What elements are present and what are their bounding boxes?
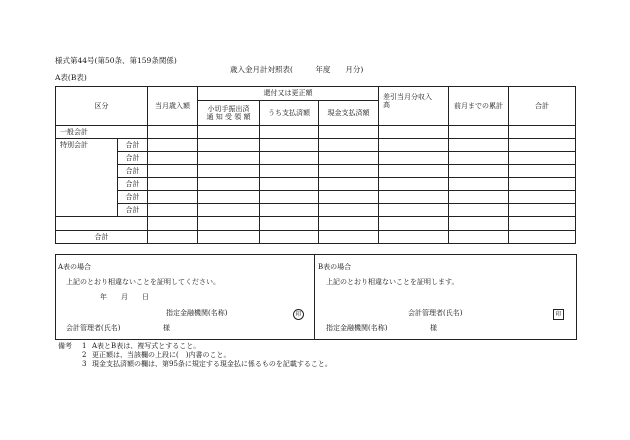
header-check-notice xyxy=(198,101,260,126)
seal-icon: 印 xyxy=(293,309,304,320)
note-text: A表とB表は、複写式とすること。 xyxy=(92,342,201,350)
cert-a-bank: 指定金融機関(名称) xyxy=(166,309,228,317)
row-subtotal-label: 合計 xyxy=(118,204,148,217)
cell xyxy=(449,204,509,217)
cell xyxy=(379,139,449,152)
note-number: 2 xyxy=(82,351,87,359)
cell xyxy=(449,165,509,178)
cell xyxy=(198,217,260,231)
cert-b-statement: 上記のとおり相違ないことを証明します。 xyxy=(326,278,459,286)
cell xyxy=(56,217,148,231)
cell xyxy=(379,178,449,191)
header-transfer-paid: うち支払済額 xyxy=(260,101,319,126)
cell xyxy=(198,126,260,139)
cert-a-title: A表の場合 xyxy=(58,263,92,271)
cell xyxy=(260,139,319,152)
cell xyxy=(379,165,449,178)
cell xyxy=(319,204,379,217)
cell xyxy=(509,139,576,152)
cell xyxy=(509,152,576,165)
cell xyxy=(379,204,449,217)
table-label: A表(B表) xyxy=(55,73,87,82)
cell xyxy=(148,204,198,217)
row-subtotal-label: 合計 xyxy=(118,152,148,165)
cell xyxy=(509,231,576,244)
row-general-label: 一般会計 xyxy=(56,126,148,139)
cert-b-manager: 会計管理者(氏名) xyxy=(408,309,463,317)
cell xyxy=(198,165,260,178)
cell xyxy=(449,217,509,231)
cell xyxy=(449,231,509,244)
cell xyxy=(198,191,260,204)
row-special-label: 特別会計 xyxy=(56,139,118,217)
cell xyxy=(449,178,509,191)
cell xyxy=(260,152,319,165)
cell xyxy=(260,191,319,204)
cell xyxy=(509,204,576,217)
cell xyxy=(379,217,449,231)
cell xyxy=(319,178,379,191)
cell xyxy=(449,139,509,152)
cell xyxy=(260,231,319,244)
notes-label: 備考 xyxy=(58,342,72,350)
cert-b-title: B表の場合 xyxy=(318,263,352,271)
cell xyxy=(148,126,198,139)
row-total-label: 合計 xyxy=(56,231,148,244)
cert-a-statement: 上記のとおり相違ないことを証明してください。 xyxy=(66,278,220,286)
note-text: 現金支払済額の欄は、第95条に規定する現金払に係るものを記載すること。 xyxy=(92,360,332,368)
cell xyxy=(260,178,319,191)
cell xyxy=(319,231,379,244)
cell xyxy=(379,126,449,139)
note-text: 更正額は、当該欄の上段に( )内書のこと。 xyxy=(92,351,231,359)
header-category: 区分 xyxy=(56,87,148,126)
cell xyxy=(148,165,198,178)
cell xyxy=(148,217,198,231)
cell xyxy=(509,165,576,178)
header-monthly-receipt: 当月歳入額 xyxy=(148,87,198,126)
cell xyxy=(449,152,509,165)
row-subtotal-label: 合計 xyxy=(118,178,148,191)
cell xyxy=(260,126,319,139)
note-number: 3 xyxy=(82,360,87,368)
header-net-monthly-line1: 差引当月分収入 xyxy=(383,93,432,101)
cert-a-manager: 会計管理者(氏名) xyxy=(66,324,121,332)
cell xyxy=(319,165,379,178)
row-subtotal-label: 合計 xyxy=(118,191,148,204)
form-title: 歳入金月計対照表( 年度 月分) xyxy=(230,65,364,74)
certification-divider xyxy=(314,254,315,339)
cell xyxy=(260,165,319,178)
cell xyxy=(509,126,576,139)
cell xyxy=(148,152,198,165)
header-check-notice-line2: 通 知 受 領 額 xyxy=(206,113,251,121)
cell xyxy=(148,231,198,244)
cell xyxy=(148,139,198,152)
cell xyxy=(198,139,260,152)
revenue-table xyxy=(55,86,576,244)
cell xyxy=(449,126,509,139)
cell xyxy=(148,191,198,204)
cell xyxy=(379,191,449,204)
header-net-monthly-line2: 高 xyxy=(383,101,390,110)
seal-icon: 印 xyxy=(553,309,564,320)
cert-b-bank: 指定金融機関(名称) xyxy=(326,324,388,332)
cell xyxy=(260,204,319,217)
cell xyxy=(198,178,260,191)
header-cash-paid: 現金支払済額 xyxy=(319,101,379,126)
cell xyxy=(198,204,260,217)
row-subtotal-label: 合計 xyxy=(118,139,148,152)
cell xyxy=(319,191,379,204)
cell xyxy=(319,139,379,152)
header-refund-group: 還付又は更正額 xyxy=(198,87,379,101)
row-subtotal-label: 合計 xyxy=(118,165,148,178)
cell xyxy=(509,191,576,204)
header-check-notice-line1: 小切手振出済 xyxy=(207,104,250,113)
cell xyxy=(319,152,379,165)
cell xyxy=(198,152,260,165)
cell xyxy=(509,217,576,231)
cell xyxy=(449,191,509,204)
cell xyxy=(198,231,260,244)
cell xyxy=(509,178,576,191)
cert-b-sama: 様 xyxy=(430,324,437,332)
cert-a-sama: 様 xyxy=(163,324,170,332)
header-cumulative: 前月までの累計 xyxy=(449,87,509,126)
header-net-monthly xyxy=(379,87,449,126)
header-total: 合計 xyxy=(509,87,576,126)
cell xyxy=(319,217,379,231)
form-id: 様式第44号(第50条、第159条関係) xyxy=(55,56,177,65)
cell xyxy=(319,126,379,139)
note-number: 1 xyxy=(82,342,87,350)
cell xyxy=(260,217,319,231)
cell xyxy=(379,231,449,244)
cell xyxy=(379,152,449,165)
cell xyxy=(148,178,198,191)
cert-a-date: 年 月 日 xyxy=(100,293,149,301)
